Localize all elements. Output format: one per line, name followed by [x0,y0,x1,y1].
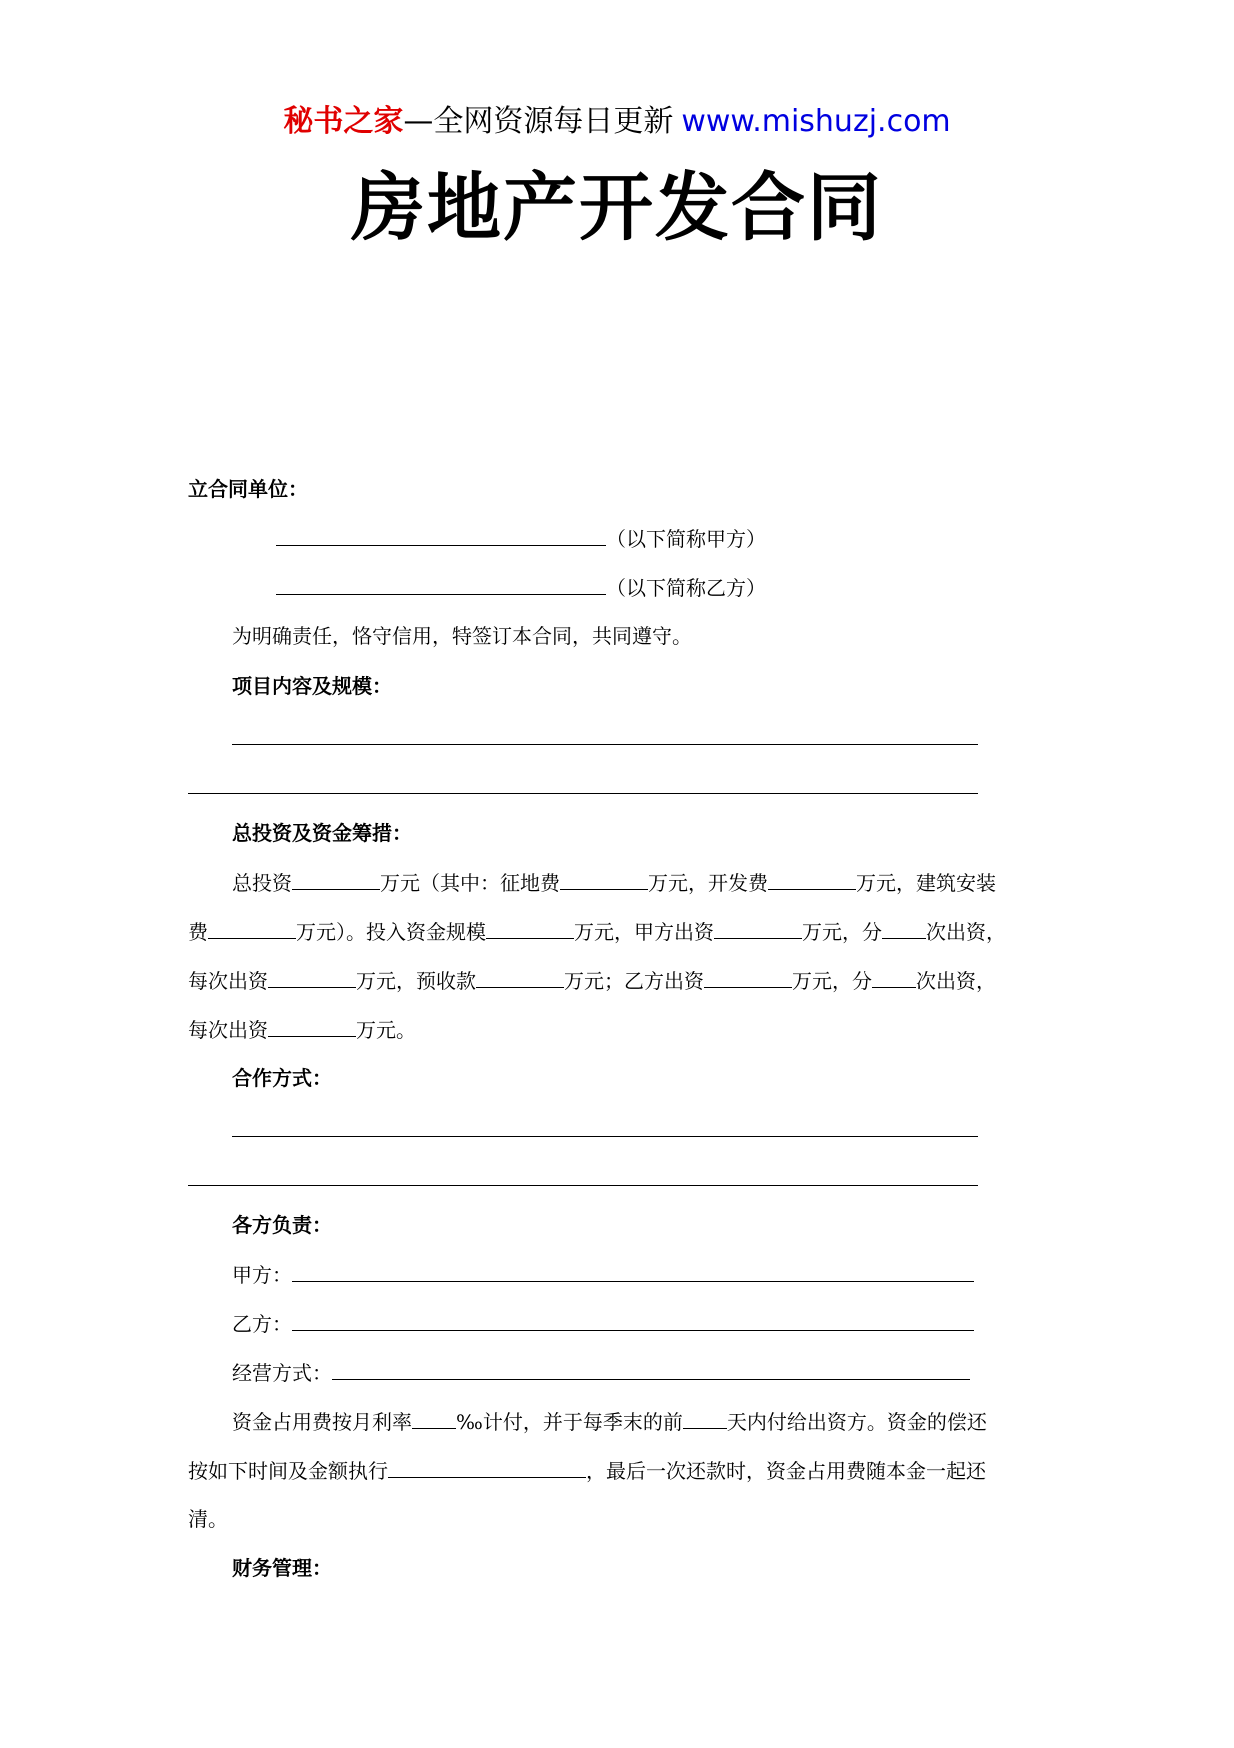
cooperation-heading: 合作方式： [232,1066,332,1090]
investment-text: 次出资， [926,920,1006,944]
monthly-rate-blank[interactable] [412,1406,456,1429]
party-b-contribution-blank[interactable] [704,965,792,988]
investment-text: 万元，建筑安装 [856,871,996,895]
party-b-duty-line [232,1308,974,1339]
party-a-blank[interactable] [276,523,606,546]
investment-text: 总投资 [232,871,292,895]
investment-text: 万元；乙方出资 [564,969,704,993]
party-a-installments-blank[interactable] [882,916,926,939]
party-b-note: （以下简称乙方） [606,576,766,600]
party-b-duty-blank[interactable] [292,1308,974,1331]
banner-url-link[interactable]: www.mishuzj.com [681,104,951,139]
investment-text: 万元，开发费 [648,871,768,895]
investment-line-3 [188,965,996,996]
investment-text: 每次出资 [188,969,268,993]
investment-text: 万元，甲方出资 [574,920,714,944]
fund-fee-text: 资金占用费按月利率 [232,1410,412,1434]
investment-text: 万元，预收款 [356,969,476,993]
construction-fee-blank[interactable] [208,916,296,939]
total-investment-blank[interactable] [292,867,380,890]
party-b-blank[interactable] [276,572,606,595]
investment-line-1 [232,867,996,898]
operation-line [232,1357,970,1388]
investment-text: 万元（其中：征地费 [380,871,560,895]
party-a-duty-label: 甲方： [232,1263,292,1287]
party-b-line [276,572,766,603]
party-a-per-installment-blank[interactable] [268,965,356,988]
investment-text: 万元，分 [792,969,872,993]
investment-heading: 总投资及资金筹措： [232,821,412,845]
payment-days-blank[interactable] [683,1406,727,1429]
banner-brand: 秘书之家 [283,104,404,139]
investment-text: 费 [188,920,208,944]
fund-fee-line-1 [232,1406,987,1437]
project-heading: 项目内容及规模： [232,674,392,698]
cooperation-blank-2[interactable] [188,1185,978,1186]
land-fee-blank[interactable] [560,867,648,890]
fund-fee-text: ‰计付，并于每季末的前 [456,1410,683,1434]
site-banner [0,100,1234,144]
fund-fee-line-2 [188,1455,986,1486]
intro-text: 为明确责任，恪守信用，特签订本合同，共同遵守。 [232,624,692,648]
investment-line-2 [188,916,1006,947]
investment-text: 万元。 [356,1018,416,1042]
party-a-duty-line [232,1259,974,1290]
banner-slogan: —全网资源每日更新 [403,104,674,139]
investment-text: 次出资， [916,969,996,993]
project-blank-2[interactable] [188,793,978,794]
finance-heading: 财务管理： [232,1556,332,1580]
responsibilities-heading: 各方负责： [232,1213,332,1237]
operation-label: 经营方式： [232,1361,332,1385]
operation-blank[interactable] [332,1357,970,1380]
fund-fee-line-3: 清。 [188,1507,228,1531]
investment-text: 万元，分 [802,920,882,944]
repayment-schedule-blank[interactable] [388,1455,586,1478]
fund-fee-text: 按如下时间及金额执行 [188,1459,388,1483]
party-b-duty-label: 乙方： [232,1312,292,1336]
investment-line-4 [188,1014,416,1045]
party-a-contribution-blank[interactable] [714,916,802,939]
fund-scale-blank[interactable] [486,916,574,939]
fund-fee-text: ，最后一次还款时，资金占用费随本金一起还 [586,1459,986,1483]
party-a-line [276,523,766,554]
cooperation-blank-1[interactable] [232,1136,978,1137]
investment-text: 每次出资 [188,1018,268,1042]
parties-heading: 立合同单位： [188,477,308,501]
document-title: 房地产开发合同 [351,165,883,251]
party-b-installments-blank[interactable] [872,965,916,988]
investment-text: 万元）。投入资金规模 [296,920,486,944]
fund-fee-text: 天内付给出资方。资金的偿还 [726,1410,987,1434]
party-a-note: （以下简称甲方） [606,527,766,551]
project-blank-1[interactable] [232,744,978,745]
party-b-per-installment-blank[interactable] [268,1014,356,1037]
advance-payment-blank[interactable] [476,965,564,988]
development-fee-blank[interactable] [768,867,856,890]
party-a-duty-blank[interactable] [292,1259,974,1282]
